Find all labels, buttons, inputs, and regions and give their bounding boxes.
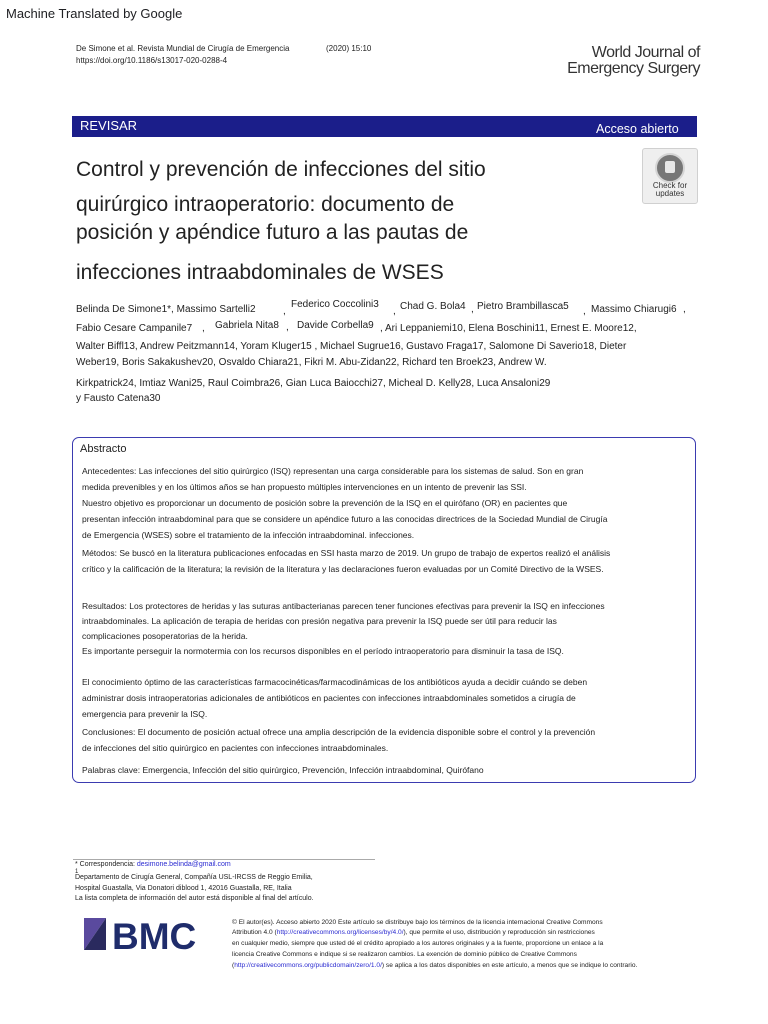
abstract-line: Antecedentes: Las infecciones del sitio quirúrgico (ISQ) representan una carga considerable para los sistemas de salud. Son en gran [82,466,584,476]
abstract-line: de infecciones del sitio quirúrgico en pacientes con infecciones intraabdominales. [82,743,389,753]
journal-logo [560,45,700,77]
abstract-line: Es importante perseguir la normotermia con los recursos disponibles en el período intraoperatorio para disminuir la tasa de ISQ. [82,646,564,656]
abstract-line: administrar dosis intraoperatorias adicionales de antibióticos en pacientes con infecciones intraabdominales sometidos a cirugía de [82,693,576,703]
author-text: Fabio Cesare Campanile7 [76,323,193,334]
abstract-line: intraabdominales. La aplicación de terapia de heridas con presión negativa para prevenir la ISQ puede ser útil para reducir las [82,616,557,626]
author-text: Kirkpatrick24, Imtiaz Wani25, Raul Coimbra26, Gian Luca Baiocchi27, Micheal D. Kelly28, Luca Ansaloni29 [76,378,551,389]
abstract-line: Conclusiones: El documento de posición actual ofrece una amplia descripción de la evidencia disponible sobre el control y la prevención [82,727,596,737]
abstract-line: emergencia para prevenir la ISQ. [82,709,208,719]
author-info-note: La lista completa de información del autor está disponible al final del artículo. [75,895,314,902]
journal-name-line2: Emergency Surgery [567,60,700,77]
check-updates-line2: updates [655,189,685,198]
translation-bar-label: Machine Translated by Google [6,6,183,21]
author-text: y Fausto Catena30 [76,393,161,404]
abstract-line: Resultados: Los protectores de heridas y las suturas antibacterianas parecen tener funciones efectivas para prevenir la ISQ en infecciones [82,601,605,611]
license-text: ( [232,962,235,969]
section-type-label: REVISAR [80,118,138,133]
citation-journal-line: De Simone et al. Revista Mundial de Cirugía de Emergencia [76,44,290,53]
cc-zero-license-link[interactable]: http://creativecommons.org/publicdomain/zero/1.0/ [234,962,382,969]
abstract-heading: Abstracto [80,443,127,455]
article-title-line: posición y apéndice futuro a las pautas de [76,221,469,244]
abstract-line: complicaciones posoperatorias de la herida. [82,631,248,641]
license-text: ) se aplica a los datos disponibles en este artículo, a menos que se indique lo contrario. [381,962,638,969]
author-separator: , [583,306,586,317]
license-line [232,962,637,969]
author-text: Massimo Chiarugi6 [591,304,677,315]
article-title-line: infecciones intraabdominales de WSES [76,261,444,284]
cc-by-license-link[interactable]: http://creativecommons.org/licenses/by/4.0/ [276,929,404,936]
author-separator: , [393,306,396,317]
bmc-logo-text: BMC [112,916,197,954]
bmc-logo [84,916,214,954]
author-separator: , [286,322,289,333]
abstract-line: de Emergencia (WSES) sobre el tratamiento de la infección intraabdominal. infecciones. [82,530,415,540]
abstract-line: presentan infección intraabdominal para que se considere un apéndice futuro a las conocidas directrices de la Sociedad Mundial de Cirugía [82,514,608,524]
author-text: Belinda De Simone1*, Massimo Sartelli2 [76,304,256,315]
author-text: Chad G. Bola4 [400,301,466,312]
correspondence-line [75,861,231,868]
article-title-line: Control y prevención de infecciones del sitio [76,158,486,181]
author-text: Davide Corbella9 [297,320,374,331]
bookmark-icon [655,153,685,183]
abstract-line: El conocimiento óptimo de las características farmacocinéticas/farmacodinámicas de los antibióticos ayuda a decidir cuándo se deben [82,677,588,687]
check-for-updates-label [643,182,697,198]
author-separator: , [471,304,474,315]
footnote-divider [73,859,375,860]
correspondence-email-link[interactable]: desimone.belinda@gmail.com [136,861,231,868]
abstract-line: Métodos: Se buscó en la literatura publicaciones enfocadas en SSI hasta marzo de 2019. Un grupo de trabajo de expertos realizó el análisis [82,548,611,558]
author-text: Gabriela Nita8 [215,320,279,331]
bmc-logo-mark [84,916,214,954]
author-separator: , [202,323,205,334]
abstract-line: crítico y la calificación de la literatura; la revisión de la literatura y las declaraciones fueron evaluadas por un Comité Directivo de la WSES. [82,564,604,574]
license-line: © El autor(es). Acceso abierto 2020 Este artículo se distribuye bajo los términos de la licencia internacional Creative Commons [232,919,603,926]
abstract-line: Nuestro objetivo es proporcionar un documento de posición sobre la prevención de la ISQ en el quirófano (OR) en pacientes que [82,498,568,508]
license-text: ), que permite el uso, distribución y reproducción sin restricciones [403,929,595,936]
affiliation-line: Hospital Guastalla, Via Donatori diblood 1, 42016 Guastalla, RE, Italia [75,885,292,892]
author-separator: , [283,306,286,317]
abstract-keywords: Palabras clave: Emergencia, Infección del sitio quirúrgico, Prevención, Infección intraabdominal, Quirófano [82,765,484,775]
license-line [232,929,595,936]
author-separator: , [683,304,686,315]
author-text: Walter Biffl13, Andrew Peitzmann14, Yoram Kluger15 , Michael Sugrue16, Gustavo Fraga17, Salomone Di Saverio18, Dieter [76,341,627,352]
affiliation-line: Departamento de Cirugía General, Compañía USL-IRCSS de Reggio Emilia, [75,874,313,881]
article-title-line: quirúrgico intraoperatorio: documento de [76,193,455,216]
citation-doi[interactable]: https://doi.org/10.1186/s13017-020-0288-4 [76,56,228,65]
author-text: , Ari Leppaniemi10, Elena Boschini11, Ernest E. Moore12, [380,323,637,334]
correspondence-label: * Correspondencia: [75,861,135,868]
check-for-updates-button[interactable] [642,148,698,204]
author-text: Weber19, Boris Sakakushev20, Osvaldo Chiara21, Fikri M. Abu-Zidan22, Richard ten Broek23, Andrew W. [76,357,547,368]
license-text: Attribution 4.0 ( [232,929,277,936]
check-updates-line1: Check for [652,181,688,190]
affiliation-superscript: 1 [75,869,79,875]
license-line: licencia Creative Commons e indique si se realizaron cambios. La exención de dominio público de Creative Commons [232,951,577,958]
abstract-line: medida prevenibles y en los últimos años se han propuesto múltiples intervenciones en un intento de prevenir las SSI. [82,482,527,492]
open-access-label: Acceso abierto [596,122,679,136]
author-text: Federico Coccolini3 [291,299,379,310]
journal-name-line1: World Journal of [591,44,700,61]
citation-date: (2020) 15:10 [326,44,372,53]
bookmark-icon-inner [665,161,675,173]
license-line: en cualquier medio, siempre que usted dé el crédito apropiado a los autores originales y a la fuente, proporcione un enlace a la [232,940,604,947]
author-text: Pietro Brambillasca5 [477,301,569,312]
